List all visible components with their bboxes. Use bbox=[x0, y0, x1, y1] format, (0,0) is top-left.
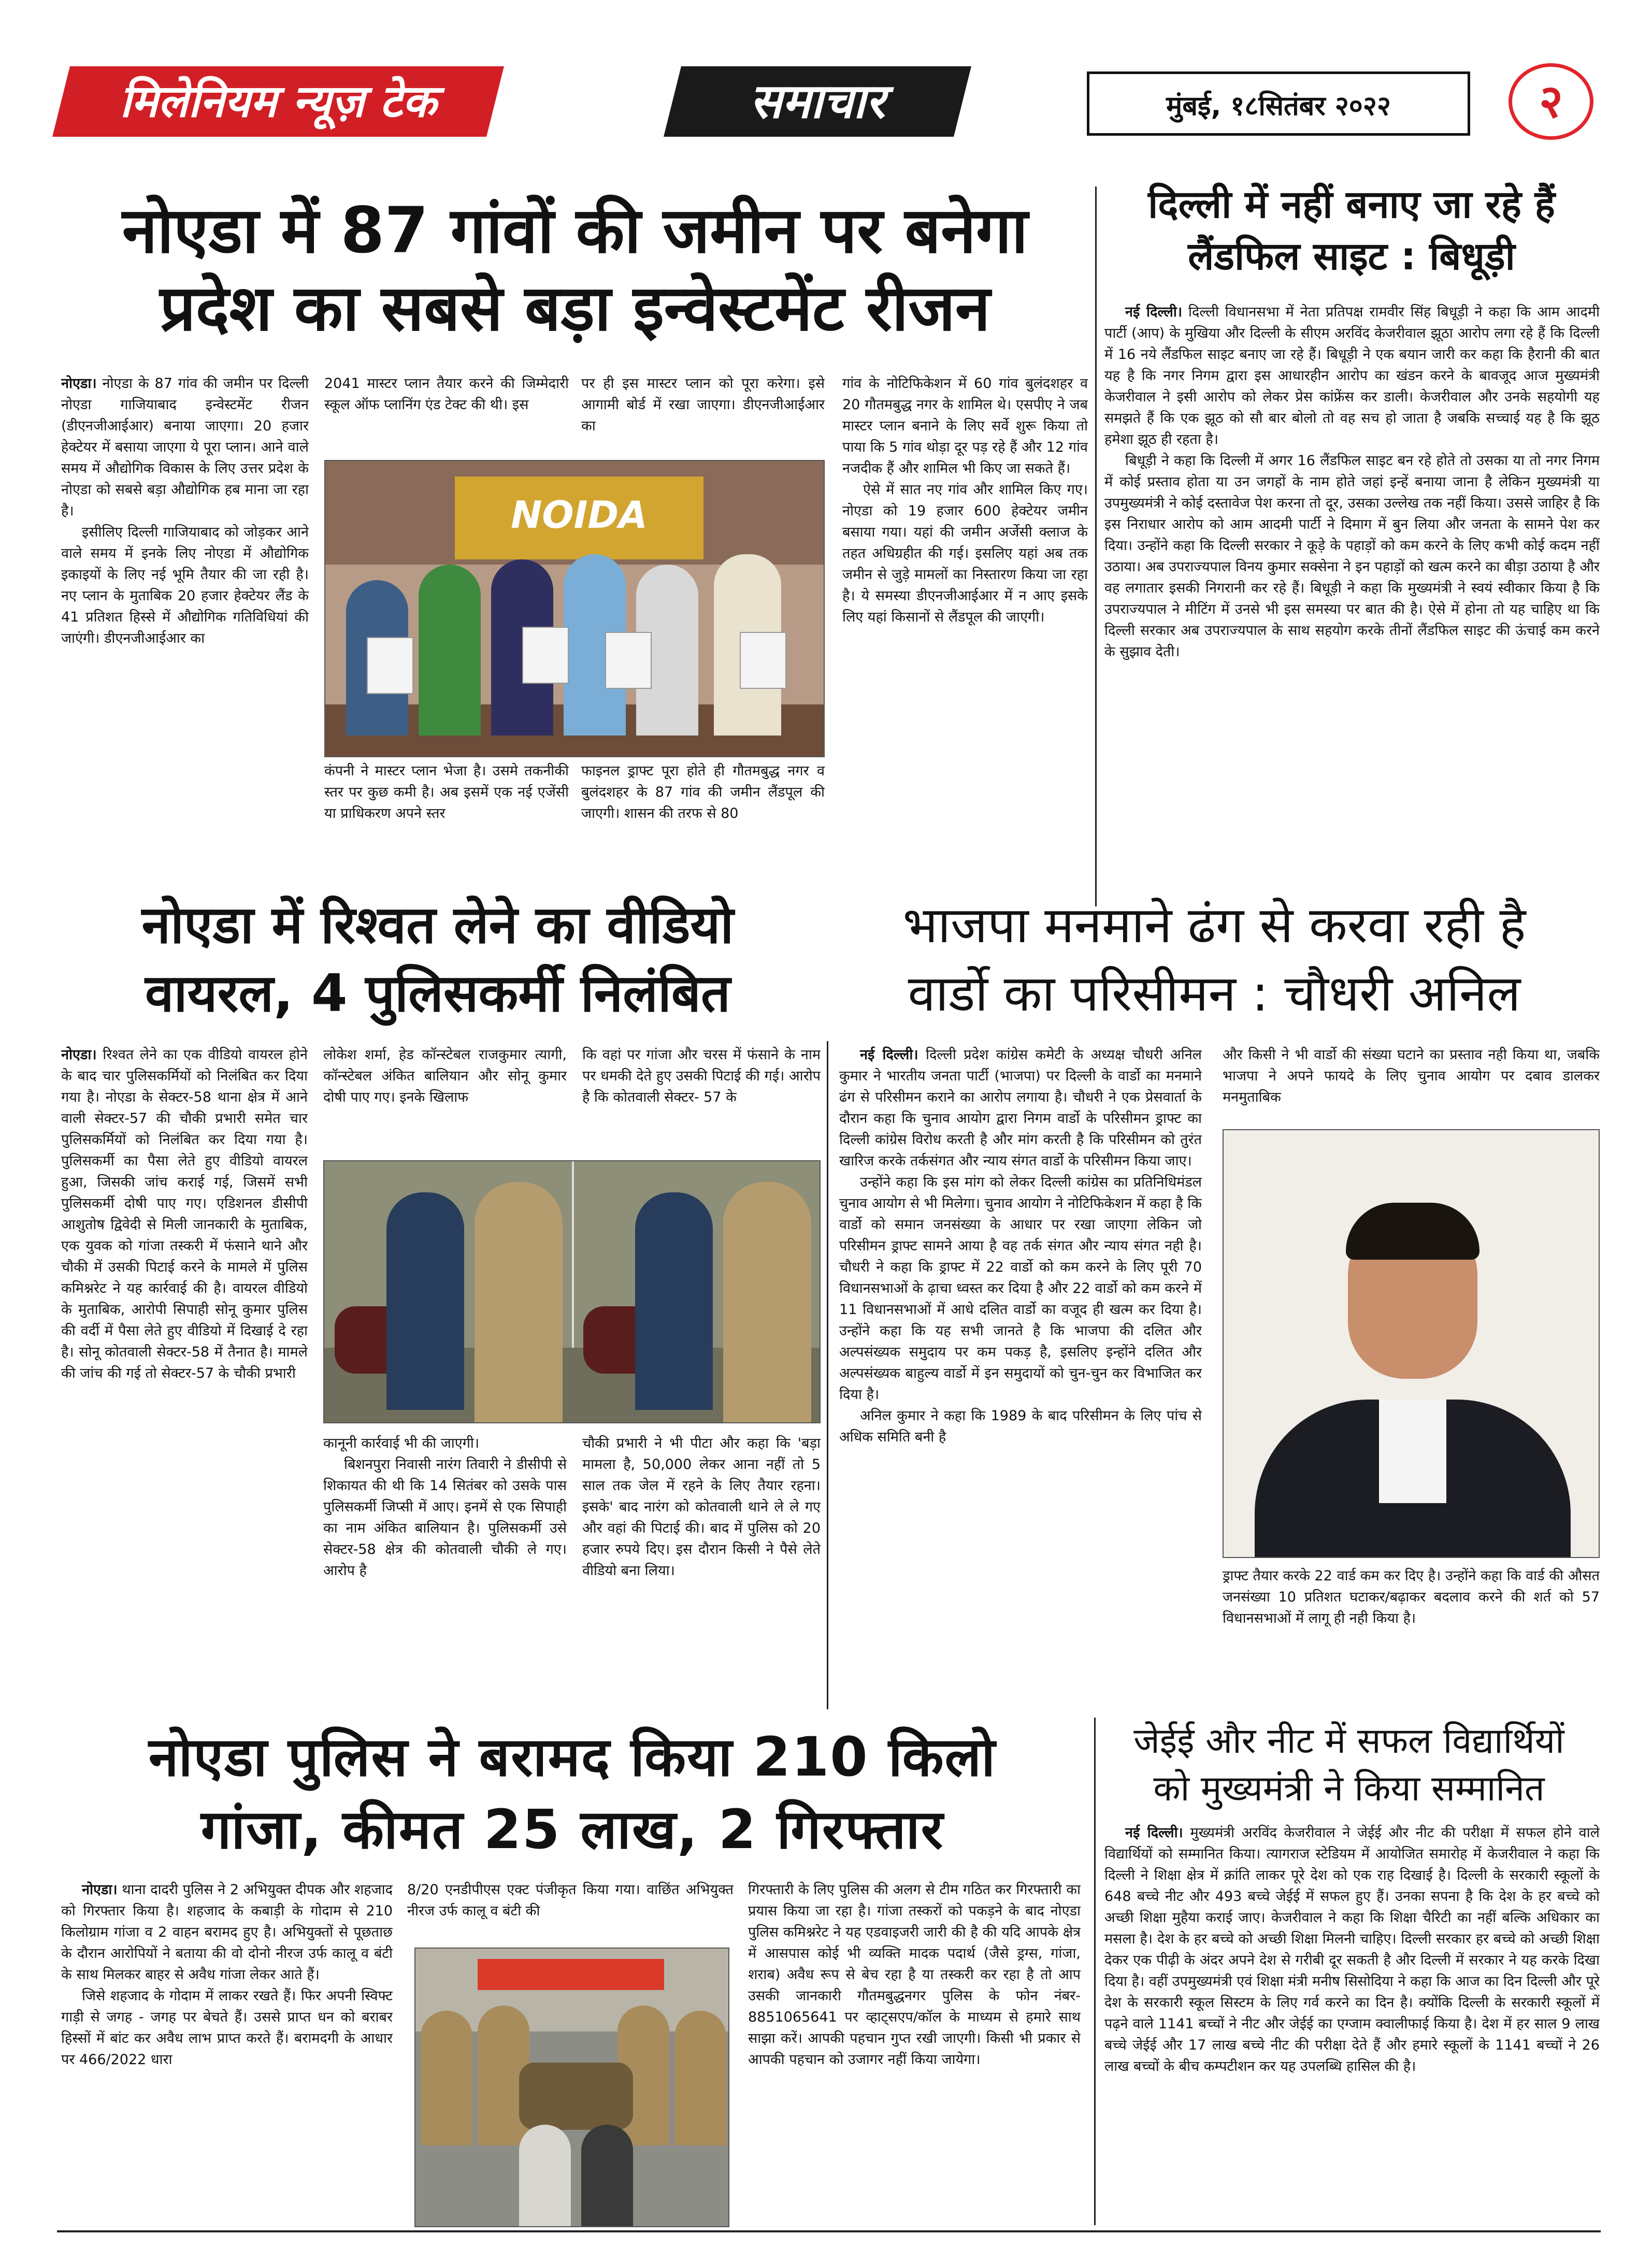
a1-para-1 bbox=[61, 373, 309, 522]
headline-line-2: लैंडफिल साइट : बिधूड़ी bbox=[1188, 234, 1515, 279]
officer-silhouette bbox=[421, 2011, 472, 2145]
a1-text-1: नोएडा के 87 गांव की जमीन पर दिल्ली नोएडा गाजियाबाद इन्वेस्टमेंट रीजन (डीएनजीआईआर) बनाया जाएगा। 20 हजार हेक्टेयर में बसाया जाएगा ये पूरा प्लान। आने वाले समय में औद्योगिक विकास के लिए उत्तर प्रदेश के नोएडा को सबसे बड़ा औद्योगिक हब माना जा रहा है। bbox=[61, 376, 309, 519]
a1-dateline: नोएडा। bbox=[61, 376, 97, 392]
a4-text-1: दिल्ली प्रदेश कांग्रेस कमेटी के अध्यक्ष चौधरी अनिल कुमार ने भारतीय जनता पार्टी (भाजपा) पर दिल्ली के वार्डो का मनमाने ढंग से परिसीमन कराने का आरोप लगाया है। चौधरी ने एक प्रेसवार्ता के दौरान कहा कि चुनाव आयोग द्वारा निगम वार्डो के परिसीमन ड्राफ्ट का दिल्ली कांग्रेस विरोध करती है और मांग करती है कि परिसीमन को तुरंत खारिज करके तर्कसंगत और न्याय संगत वार्डो के परिसीमन किया जाए। bbox=[839, 1047, 1202, 1169]
a4-column-2-bottom: ड्राफ्ट तैयार करके 22 वार्ड कम कर दिए है। उन्होंने कहा कि वार्ड की औसत जनसंख्या 10 प्रतिशत घटाकर/बढ़ाकर बदलाव करने की शर्त को 57 विधानसभाओं में लागू ही नही किया है। bbox=[1223, 1568, 1600, 1626]
a5-column-2-top: 8/20 एनडीपीएस एक्ट पंजीकृत किया गया। वाछिंत अभियुक्त नीरज उर्फ कालू व बंटी की bbox=[407, 1882, 734, 1919]
a2-text-1: दिल्ली विधानसभा में नेता प्रतिपक्ष रामवीर सिंह बिधूड़ी ने कहा कि आम आदमी पार्टी (आप) के मुखिया और दिल्ली के सीएम अरविंद केजरीवाल झूठा आरोप लगा रहे हैं कि दिल्ली में 16 नये लैंडफिल साइट बनाए जा रहे हैं। बिधूड़ी ने एक बयान जारी कर कहा कि हैरानी की बात यह है कि नगर निगम द्वारा इस आधारहीन आरोप का खंडन करने के बावजूद आज मुख्यमंत्री केजरीवाल ने इसी आरोप को लेकर प्रेस कांफ्रेंस कर डाली। केजरीवाल और उनके सहयोगी यह समझते हैं कि एक झूठ को सौ बार बोलो तो वह सच हो जाता है जबकि सच्चाई यह है कि झूठ हमेशा झूठ ही रहता है। bbox=[1104, 304, 1600, 448]
divider bbox=[827, 1041, 828, 1709]
officer-silhouette bbox=[674, 2011, 726, 2145]
a1-column-2-bottom: कंपनी ने मास्टर प्लान भेजा है। उसमे तकनीकी स्तर पर कुछ कमी है। अब इसमें एक नई एजेंसी या प्राधिकरण अपने स्तर bbox=[324, 763, 569, 821]
a4-para-3: अनिल कुमार ने कहा कि 1989 के बाद परिसीमन के लिए पांच से अधिक समिति बनी है bbox=[839, 1408, 1202, 1445]
a3-column-3-top: कि वहां पर गांजा और चरस में फंसाने के नाम पर धमकी देते हुए उसकी पिटाई की गई। आरोप है कि कोतवाली सेक्टर- 57 के bbox=[582, 1047, 821, 1105]
a5-para-1 bbox=[61, 1879, 393, 1985]
a3-column-1 bbox=[61, 1044, 308, 1707]
officer-silhouette bbox=[475, 1182, 563, 1423]
a1-column-2-top: 2041 मास्टर प्लान तैयार करने की जिम्मेदारी स्कूल ऑफ प्लानिंग एंड टेक्ट की थी। इस bbox=[324, 376, 569, 413]
a3-para-2: कानूनी कार्रवाई भी की जाएगी। bbox=[323, 1435, 480, 1451]
officer-silhouette bbox=[723, 1182, 811, 1423]
a6-dateline: नई दिल्ली। bbox=[1125, 1825, 1183, 1841]
a4-dateline: नई दिल्ली। bbox=[860, 1047, 918, 1063]
page-number: २ bbox=[1539, 75, 1563, 128]
a2-body bbox=[1104, 301, 1600, 902]
a3-para-3: बिशनपुरा निवासी नारंग तिवारी ने डीसीपी से शिकायत की थी कि 14 सितंबर को उसके पास पुलिसकर्मी जिप्सी में आए। इनमें से एक सिपाही का नाम अंकित बालियान है। पुलिसकर्मी उसे सेक्टर-58 क्षेत्र की कोतवाली चौकी ले गए। आरोप है bbox=[323, 1457, 567, 1579]
a1-para-2: इसीलिए दिल्ली गाजियाबाद को जोड़कर आने वाले समय में इनके लिए नोएडा में औद्योगिक इकाइयों के लिए नई भूमि तैयार की जा रही है। नए प्लान के मुताबिक 20 हजार हेक्टेयर लैंड के 41 प्रतिशत हिस्से में औद्योगिक गतिविधियां की जाएंगी। डीएनजीआईआर का bbox=[61, 524, 309, 646]
a5-para-2: जिसे शहजाद के गोदाम में लाकर रखते हैं। फिर अपनी स्विफ्ट गाड़ी से जगह - जगह पर बेचते हैं। उससे प्राप्त धन को बराबर हिस्सों में बांट कर अवैध लाभ प्राप्त करते हैं। बरामदगी के आधार पर 466/2022 धारा bbox=[61, 1988, 393, 2068]
a1-column-3-top: पर ही इस मास्टर प्लान को पूरा करेगा। इसे आगामी बोर्ड में रखा जाएगा। डीएनजीआईआर का bbox=[581, 376, 825, 434]
a3-photo bbox=[323, 1160, 821, 1423]
a2-dateline: नई दिल्ली। bbox=[1125, 304, 1183, 320]
a6-text-1: मुख्यमंत्री अरविंद केजरीवाल ने जेईई और नीट की परीक्षा में सफल होने वाले विद्यार्थियों को सम्मानित किया। त्यागराज स्टेडियम में आयोजित समारोह में केजरीवाल ने कहा कि दिल्ली ने शिक्षा क्षेत्र में क्रांति लाकर पूरे देश को एक राह दिखाई है। दिल्ली के सरकारी स्कूलों के 648 बच्चे नीट और 493 बच्चे जेईई में सफल हुए हैं। उनका सपना है कि देश के हर बच्चे को अच्छी शिक्षा मुहैया कराई जाए। केजरीवाल ने कहा कि शिक्षा चैरिटी का नहीं बल्कि अधिकार का मसला है। देश के हर बच्चे को अच्छी शिक्षा मिलनी चाहिए। दिल्ली सरकार हर बच्चे को अच्छी शिक्षा देकर एक पीढ़ी के अंदर अपने देश से गरीबी दूर सकती है और दिल्ली में सरकार ने यह करके दिखा दिया है। वहीं उपमुख्यमंत्री एवं शिक्षा मंत्री मनीष सिसोदिया ने कहा कि आज का दिन दिल्ली और पूरे देश के सरकारी स्कूल सिस्टम के लिए गर्व करने का दिन है। क्योंकि दिल्ली के सरकारी स्कूलों में पढ़ने वाले 1141 बच्चों ने नीट और जेईई का एग्जाम क्वालीफाई किया है। देश में हर साल 9 लाख बच्चे जेईई और 17 लाख बच्चे नीट की परीक्षा देते हैं और हमारे स्कूलों के 1141 बच्चों ने 26 लाख बच्चों के बीच कम्पटीशन कर यह उपलब्धि हासिल की है। bbox=[1104, 1825, 1600, 2074]
a6-para-1 bbox=[1104, 1822, 1600, 2077]
a3-text-1: रिश्वत लेने का एक वीडियो वायरल होने के बाद चार पुलिसकर्मियों को निलंबित कर दिया गया है। नोएडा के सेक्टर-58 थाना क्षेत्र में आने वाली सेक्टर-57 की चौकी प्रभारी समेत चार पुलिसकर्मियों को निलंबित कर दिया गया है। पुलिसकर्मी का पैसा लेते हुए वीडियो वायरल हुआ, जिसकी जांच कराई गई, जिसमें सभी पुलिसकर्मी दोषी पाए गए। एडिशनल डीसीपी आशुतोष द्विवेदी से मिली जानकारी के मुताबिक, एक युवक को गांजा तस्करी में फंसाने थाने और चौकी में उसकी पिटाई करने के मामले में पुलिस कमिश्नरेट ने यह कार्रवाई की है। वायरल वीडियो के मुताबिक, आरोपी सिपाही सोनू कुमार पुलिस की वर्दी में पैसा लेते हुए वीडियो में दिखाई दे रहा है। सोनू कोतवाली सेक्टर-58 में तैनात है। मामले की जांच की गई तो सेक्टर-57 के चौकी प्रभारी bbox=[61, 1047, 308, 1381]
a1-column-1 bbox=[61, 373, 309, 891]
a1-column-3-bottom: फाइनल ड्राफ्ट पूरा होते ही गौतमबुद्ध नगर व बुलंदशहर के 87 गांव की जमीन लैंडपूल की जाएगी। शासन की तरफ से 80 bbox=[581, 763, 825, 821]
a1-photo-sign: NOIDA bbox=[511, 493, 648, 537]
bottom-rule bbox=[57, 2230, 1601, 2232]
divider bbox=[1095, 186, 1097, 906]
a1-column-4 bbox=[842, 373, 1088, 891]
a4-column-2-top: और किसी ने भी वार्डो की संख्या घटाने का प्रस्ताव नही किया था, जबकि भाजपा ने अपने फायदे के लिए चुनाव आयोग पर दबाव डालकर मनमुताबिक bbox=[1223, 1047, 1600, 1105]
person-silhouette bbox=[419, 565, 481, 736]
headline bbox=[1098, 1718, 1600, 1813]
headline-line-1: भाजपा मनमाने ढंग से करवा रही है bbox=[902, 896, 1526, 954]
section-name: समाचार bbox=[750, 74, 885, 129]
a1-para-4: ऐसे में सात नए गांव और शामिल किए गए। नोएडा को 19 हजार 600 हेक्टेयर जमीन बसाया गया। यहां की जमीन अर्जेसी क्लाज के तहत अधिग्रहीत की गई। इसलिए यहां अब तक जमीन से जुड़े मामलों का निस्तारण किया जा रहा है। ये समस्या डीएनजीआईआर में न आए इसके लिए यहां किसानों से लैंडपूल की जाएगी। bbox=[842, 482, 1088, 625]
a5-column-3: गिरफ्तारी के लिए पुलिस की अलग से टीम गठित कर गिरफ्तारी का प्रयास किया जा रहा है। गांजा तस्करों को पकड़ने के बाद नोएडा पुलिस कमिश्नरेट ने यह एडवाइजरी जारी की है की यदि आपके क्षेत्र में आसपास कोई भी व्यक्ति मादक पदार्थ (जैसे ड्रग्स, गांजा, शराब) अवैध रूप से बेच रहा है या तस्करी कर रहा है तो आप उसकी जानकारी गौतमबुद्धनगर पुलिस के फोन नंबर- 8851065641 पर व्हाट्सएप/कॉल के माध्यम से हमारे साथ साझा करें। आपकी पहचान गुप्त रखी जाएगी। किसी भी प्रकार से आपकी पहचान को उजागर नहीं किया जायेगा। bbox=[748, 1882, 1081, 2068]
a5-photo-banner bbox=[478, 1959, 664, 1990]
headline-line-2: गांजा, कीमत 25 लाख, 2 गिरफ्तार bbox=[200, 1798, 944, 1861]
headline-line-1: नोएडा में रिश्वत लेने का वीडियो bbox=[141, 895, 734, 955]
brand-name: मिलेनियम न्यूज़ टेक bbox=[120, 76, 437, 127]
headline-line-2: वार्डो का परिसीमन : चौधरी अनिल bbox=[908, 964, 1521, 1022]
headline-line-2: वायरल, 4 पुलिसकर्मी निलंबित bbox=[145, 963, 730, 1023]
a4-para-1 bbox=[839, 1044, 1202, 1172]
headline-line-1: जेईई और नीट में सफल विद्यार्थियों bbox=[1133, 1721, 1564, 1762]
a2-para-1 bbox=[1104, 301, 1600, 450]
headline bbox=[57, 192, 1093, 347]
a3-column-2-top: लोकेश शर्मा, हेड कॉन्स्टेबल राजकुमार त्यागी, कॉन्स्टेबल अंकित बालियान और सोनू कुमार दोषी पाए गए। इनके खिलाफ bbox=[323, 1047, 567, 1105]
a3-para-1 bbox=[61, 1044, 308, 1384]
seized-sacks bbox=[519, 2063, 633, 2130]
document-prop bbox=[367, 637, 413, 694]
a2-para-2: बिधूड़ी ने कहा कि दिल्ली में अगर 16 लैंडफिल साइट बन रहे होते तो उसका या तो नगर निगम में कोई प्रस्ताव होता या उन जगहों के नाम होते जहां इन्हें बनाया जाना है लेकिन मुख्यमंत्री या उपमुख्यमंत्री ने कोई दस्तावेज पेश करना तो दूर, उसका उल्लेख तक नहीं किया। उससे जाहिर है कि इस निराधार आरोप को आम आदमी पार्टी ने दिमाग में बुन लिया और जनता के सामने पेश कर दिया। उन्होंने कहा कि दिल्ली सरकार ने कूड़े के पहाड़ों को कम करने के लिए कभी कोई कदम नहीं उठाया। अब उपराज्यपाल विनय कुमार सक्सेना ने इन पहाड़ों को खत्म करने का बीड़ा उठाया है और वह लगातार इसकी निगरानी कर रहे हैं। बिधूड़ी ने कहा कि मुख्यमंत्री ने स्वयं स्वीकार किया है कि उपराज्यपाल ने मीटिंग में उनसे भी इस समस्या पर बात की है। ऐसे में होना तो यह चाहिए था कि दिल्ली सरकार अब उपराज्यपाल के साथ सहयोग करके तीनों लैंडफिल साइट की ऊंचाई कम करने के सुझाव देती। bbox=[1104, 453, 1600, 660]
portrait-photo bbox=[1223, 1129, 1600, 1558]
arrested-person bbox=[581, 2125, 633, 2227]
portrait-collar bbox=[1379, 1400, 1446, 1503]
a3-column-2-bottom bbox=[323, 1433, 567, 1708]
person-silhouette bbox=[635, 1192, 713, 1410]
headline-line-1: नोएडा में 87 गांवों की जमीन पर बनेगा bbox=[122, 194, 1028, 267]
a4-column-1 bbox=[839, 1044, 1202, 1708]
a3-column-3-bottom: चौकी प्रभारी ने भी पीटा और कहा कि 'बड़ा मामला है, 50,000 लेकर आना नहीं तो 5 साल तक जेल में रहने के लिए तैयार रहना। इसके' बाद नारंग को कोतवाली थाने ले ले गए और वहां की पिटाई की। बाद में पुलिस को 20 हजार रुपये दिए। इस दौरान किसी ने पैसे लेते वीडियो बना लिया। bbox=[582, 1435, 821, 1579]
divider bbox=[1094, 1718, 1096, 2225]
headline bbox=[829, 891, 1600, 1028]
a5-column-1 bbox=[61, 1879, 393, 2221]
person-silhouette bbox=[386, 1192, 464, 1410]
arrested-person bbox=[519, 2125, 571, 2227]
a1-photo bbox=[324, 460, 825, 757]
headline-line-1: दिल्ली में नहीं बनाए जा रहे हैं bbox=[1148, 182, 1555, 227]
a5-text-1: थाना दादरी पुलिस ने 2 अभियुक्त दीपक और शहजाद को गिरफ्तार किया है। शहजाद के कबाड़ी के गोदाम से 210 किलोग्राम गांजा व 2 वाहन बरामद हुए है। अभियुक्तों से पूछताछ के दौरान आरोपियों ने बताया की वो दोनो नीरज उर्फ कालू व बंटी के साथ मिलकर बाहर से अवैध गांजा लेकर आते हैं। bbox=[61, 1882, 393, 1983]
headline bbox=[57, 1721, 1088, 1866]
a3-dateline: नोएडा। bbox=[61, 1047, 97, 1063]
a4-para-2: उन्होंने कहा कि इस मांग को लेकर दिल्ली कांग्रेस का प्रतिनिधिमंडल चुनाव आयोग से भी मिलेगा। चुनाव आयोग ने नोटिफिकेशन में कहा है कि वार्डो को समान जनसंख्या के आधार पर रखा जाएगा लेकिन जो परिसीमन ड्राफ्ट सामने आया है वह तर्क संगत और न्याय संगत नही है।चौधरी ने कहा कि ड्राफ्ट में 22 वार्डो को कम करने के लिए पूरी 70 विधानसभाओं के ढ़ाचा ध्वस्त कर दिया है और 22 वार्डो को कम करने में 11 विधानसभाओं में आधे दलित वार्डो का वजूद ही खत्म कर दिया है। उन्होंने कहा कि यह सभी जानते है कि भाजपा की दलित और अल्पसंख्यक समुदाय पर कम पकड़ है, इसलिए इन्होंने दलित और अल्पसंख्यक बाहुल्य वार्डो में इन समुदायों को चुन-चुन कर विभाजित कर दिया है। bbox=[839, 1174, 1202, 1403]
a5-dateline: नोएडा। bbox=[82, 1882, 118, 1898]
document-prop bbox=[740, 632, 786, 689]
headline-line-2: प्रदेश का सबसे बड़ा इन्वेस्टमेंट रीजन bbox=[160, 271, 990, 345]
headline bbox=[57, 891, 818, 1028]
headline-line-1: नोएडा पुलिस ने बरामद किया 210 किलो bbox=[148, 1725, 997, 1789]
a6-body bbox=[1104, 1822, 1600, 2226]
a5-photo bbox=[414, 1948, 729, 2227]
headline-line-2: को मुख्यमंत्री ने किया सम्मानित bbox=[1153, 1768, 1545, 1809]
document-prop bbox=[522, 627, 569, 684]
headline bbox=[1103, 179, 1600, 282]
dateline: मुंबई, १८सितंबर २०२२ bbox=[1087, 71, 1470, 136]
document-prop bbox=[605, 632, 652, 689]
a1-para-3: गांव के नोटिफिकेशन में 60 गांव बुलंदशहर व 20 गौतमबुद्ध नगर के शामिल थे। एसपीए ने जब मास्टर प्लान बनाने के लिए सर्वे शुरू किया तो पाया कि 5 गांव थोड़ा दूर पड़ रहे हैं और 12 गांव नजदीक हैं और शामिल भी किए जा सकते हैं। bbox=[842, 376, 1088, 477]
